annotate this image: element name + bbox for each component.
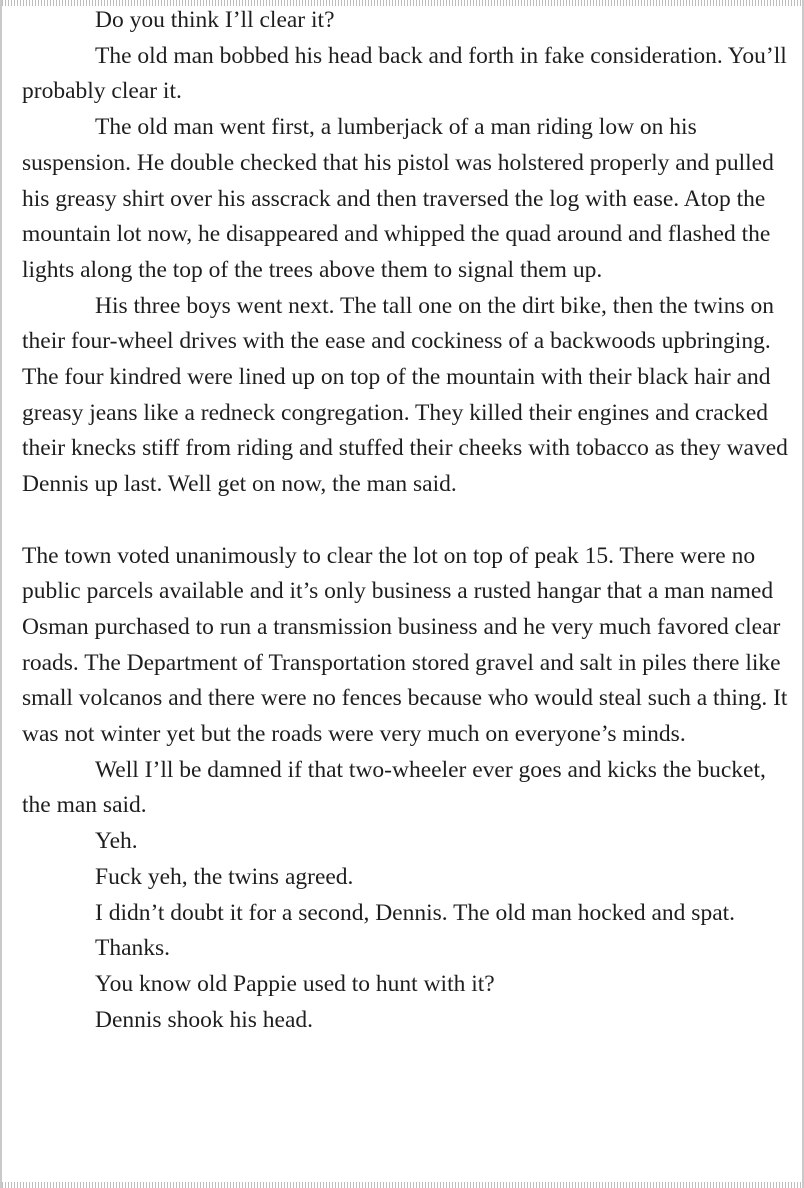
paragraph: Thanks. <box>95 935 171 962</box>
paragraph: Yeh. <box>95 828 138 855</box>
document-body <box>22 3 790 1038</box>
paragraph: You know old Pappie used to hunt with it? <box>95 970 495 997</box>
paragraph: Dennis shook his head. <box>95 1006 314 1033</box>
paragraph: I didn’t doubt it for a second, Dennis. The old man hocked and spat. <box>95 899 736 926</box>
paragraph: Well I’ll be damned if that two-wheeler ever goes and kicks the bucket, the man said. <box>22 756 766 819</box>
section-break <box>22 503 790 539</box>
paragraph: His three boys went next. The tall one on the dirt bike, then the twins on their four-wheel drives with the ease and cockiness of a backwoods upbringing. The four kindred were lined up on top of the mountain with their black hair and greasy jeans like a redneck congregation. They killed their engines and cracked their knecks stiff from riding and stuffed their cheeks with tobacco as they waved Dennis up last. Well get on now, the man said. <box>22 292 788 498</box>
paragraph: The old man went first, a lumberjack of a man riding low on his suspension. He double checked that his pistol was holstered properly and pulled his greasy shirt over his asscrack and then traversed the log with ease. Atop the mountain lot now, he disappeared and whipped the quad around and flashed the lights along the top of the trees above them to signal them up. <box>22 114 774 283</box>
paragraph: The old man bobbed his head back and forth in fake consideration. You’ll probably clear it. <box>22 42 787 105</box>
page-bottom-edge <box>2 1182 802 1188</box>
paragraph: Do you think I’ll clear it? <box>95 7 335 33</box>
section-opening-paragraph: The town voted unanimously to clear the lot on top of peak 15. There were no public parcels available and it’s only business a rusted hangar that a man named Osman purchased to run a transmission business and he very much favored clear roads. The Department of Transportation stored gravel and salt in piles there like small volcanos and there were no fences because who would steal such a thing. It was not winter yet but the roads were very much on everyone’s minds. <box>22 542 788 748</box>
paragraph: Fuck yeh, the twins agreed. <box>95 863 354 890</box>
